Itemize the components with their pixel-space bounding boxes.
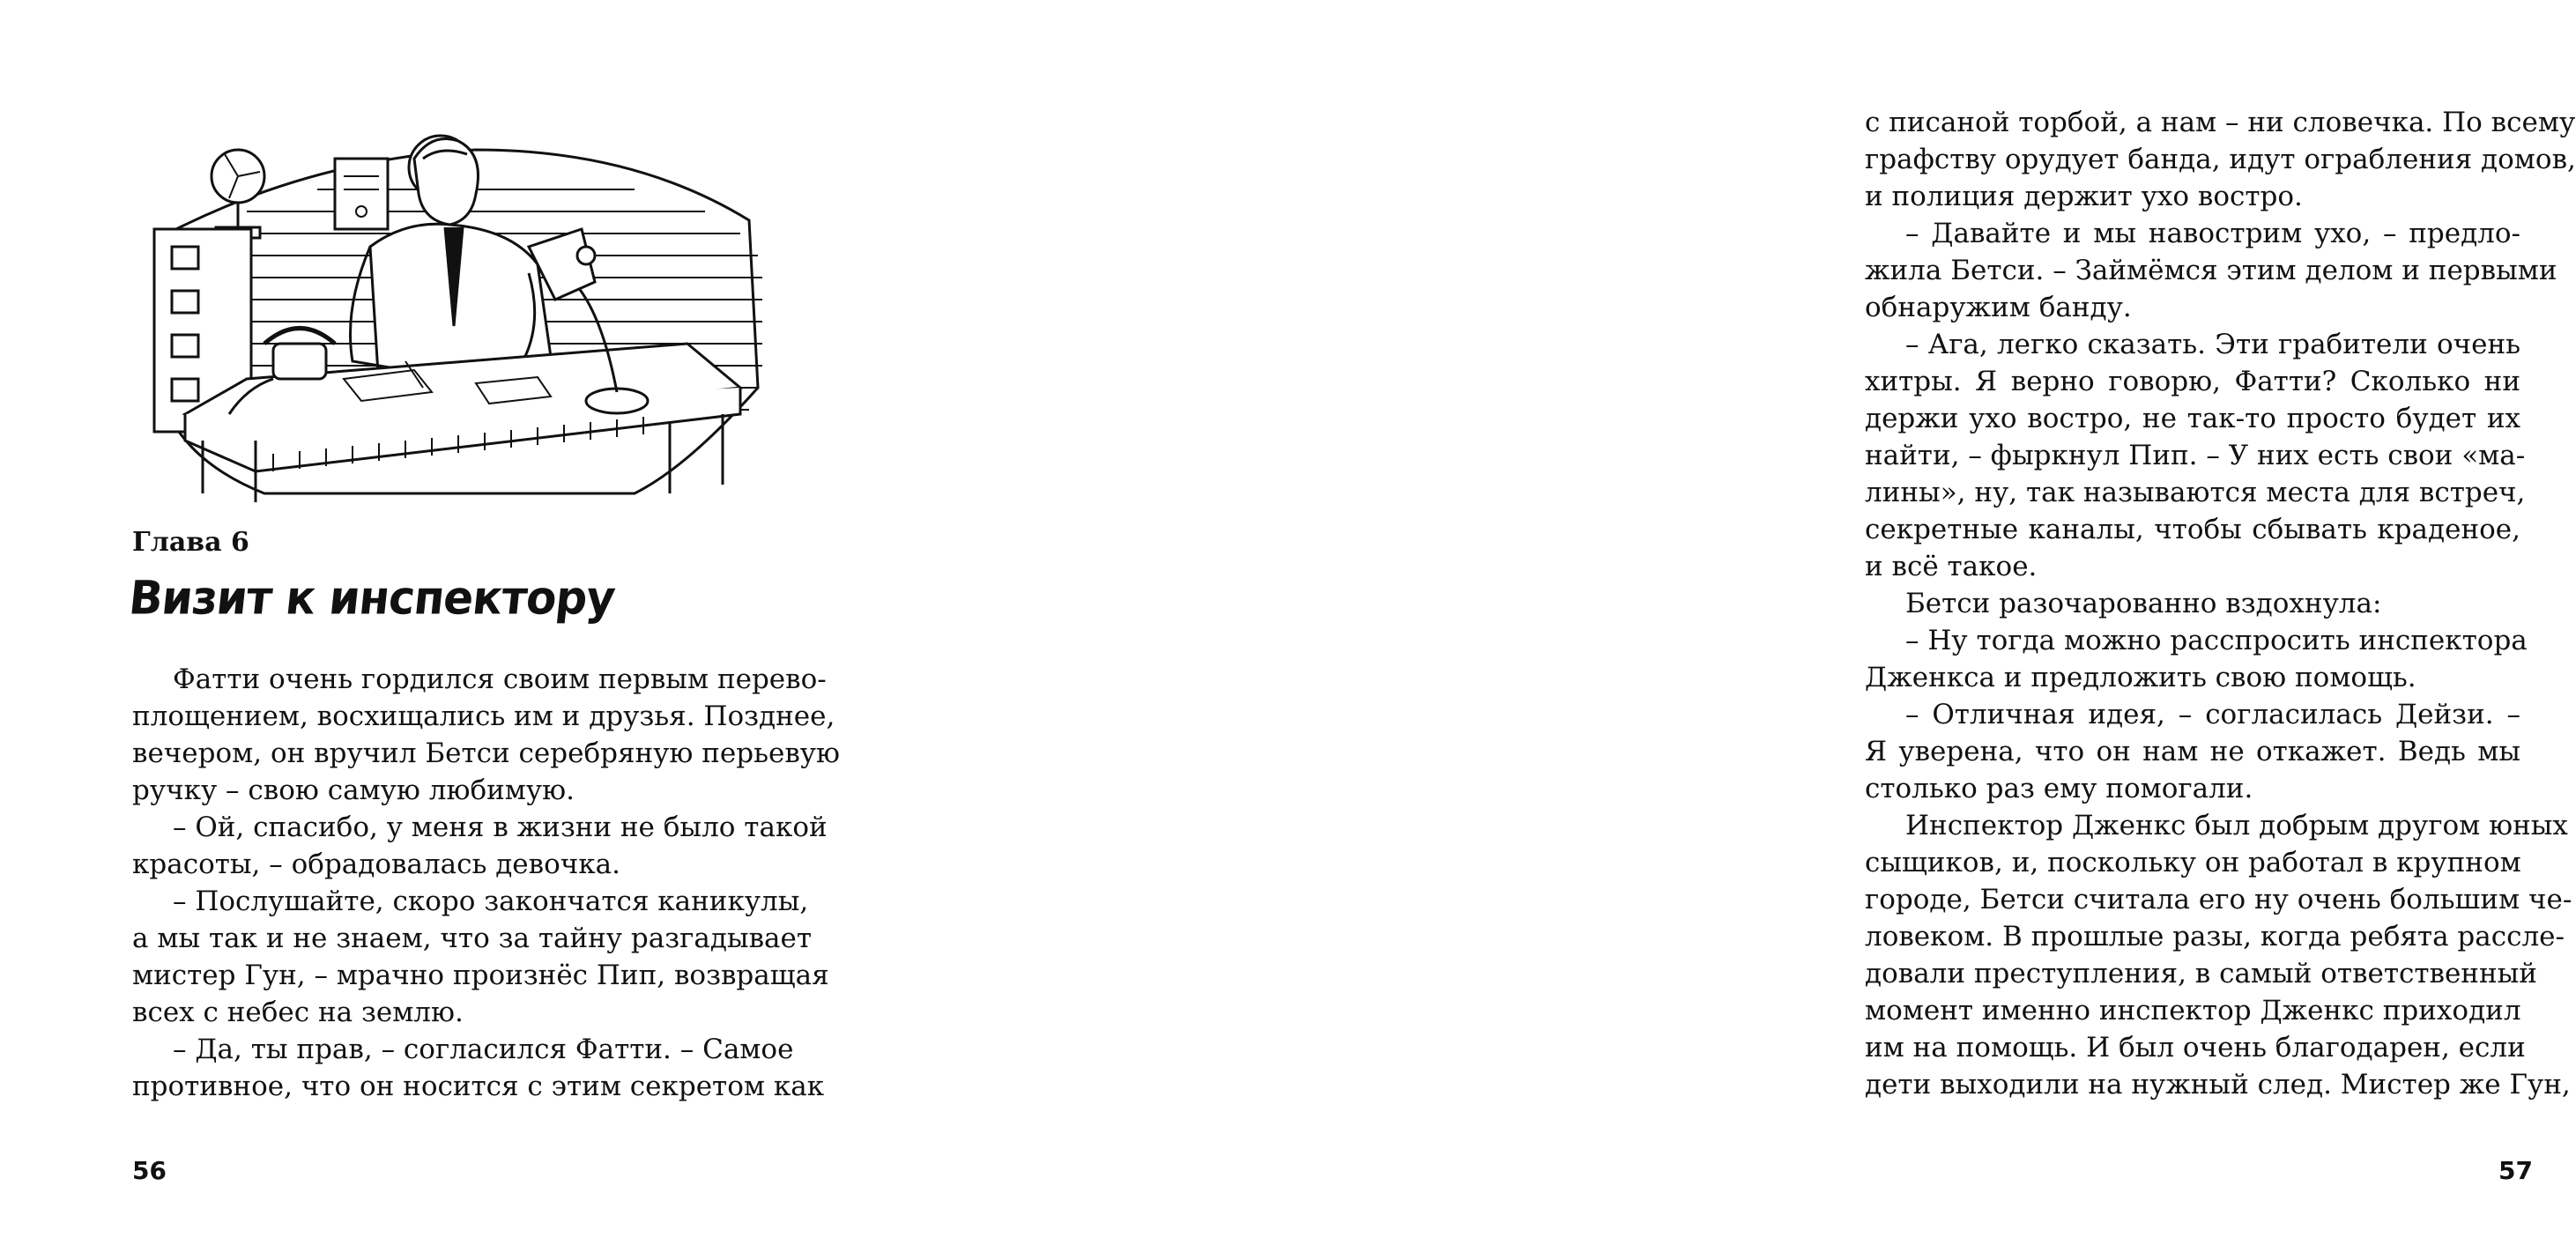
chapter-title: Визит к инспектору — [126, 571, 618, 625]
right-body-text — [1865, 104, 2576, 1103]
right-page — [881, 0, 2576, 1260]
desk-fan-icon — [212, 150, 264, 238]
text-line: – Ну тогда можно расспросить инспектора — [1905, 625, 2528, 656]
text-line: красоты, – обрадовалась девочка. — [132, 849, 620, 880]
text-line: держи ухо востро, не так-то просто будет их — [1865, 403, 2520, 434]
text-line: площением, восхищались им и друзья. Позднее, — [132, 700, 835, 732]
text-line: – Да, ты прав, – согласился Фатти. – Самое — [173, 1034, 794, 1065]
text-line: – Послушайте, скоро закончатся каникулы, — [173, 886, 809, 917]
text-line: Инспектор Дженкс был добрым другом юных — [1905, 810, 2568, 841]
page-number-left: 56 — [132, 1156, 167, 1185]
chapter-label: Глава 6 — [132, 527, 249, 558]
text-line: хитры. Я верно говорю, Фатти? Сколько ни — [1865, 366, 2520, 397]
text-line: – Ага, легко сказать. Эти грабители очень — [1905, 329, 2520, 360]
text-line: с писаной торбой, а нам – ни словечка. По всему — [1865, 107, 2576, 138]
text-line: всех с небес на землю. — [132, 997, 464, 1028]
text-line: – Отличная идея, – согласилась Дейзи. – — [1905, 699, 2520, 730]
text-line: Фатти очень гордился своим первым перево- — [173, 663, 827, 695]
text-line: найти, – фыркнул Пип. – У них есть свои «ма- — [1865, 440, 2526, 471]
text-line: ловеком. В прошлые разы, когда ребята рассле- — [1865, 921, 2565, 952]
text-line: а мы так и не знаем, что за тайну разгадывает — [132, 923, 813, 954]
text-line: – Давайте и мы навострим ухо, – предло- — [1905, 218, 2520, 249]
text-line: и полиция держит ухо востро. — [1865, 181, 2303, 212]
page-number-right: 57 — [2498, 1156, 2533, 1185]
text-line: Дженкса и предложить свою помощь. — [1865, 662, 2416, 693]
left-body-text — [132, 661, 841, 1105]
text-line: довали преступления, в самый ответственный — [1865, 958, 2537, 989]
text-line: мистер Гун, – мрачно произнёс Пип, возвращая — [132, 960, 829, 991]
text-line: им на помощь. И был очень благодарен, если — [1865, 1032, 2526, 1064]
text-line: секретные каналы, чтобы сбывать краденое, — [1865, 514, 2520, 545]
text-line: Я уверена, что он нам не откажет. Ведь мы — [1865, 736, 2520, 767]
inspector-office-illustration — [141, 123, 776, 511]
certificate-frame — [335, 159, 388, 229]
text-line: противное, что он носится с этим секретом как — [132, 1071, 825, 1102]
text-line: вечером, он вручил Бетси серебряную перьевую — [132, 737, 841, 769]
text-line: городе, Бетси считала его ну очень большим че- — [1865, 884, 2572, 915]
text-line: Бетси разочарованно вздохнула: — [1905, 588, 2382, 619]
text-line: лины», ну, так называются места для встреч, — [1865, 477, 2526, 508]
text-line: сыщиков, и, поскольку он работал в крупном — [1865, 847, 2521, 878]
text-line: жила Бетси. – Займёмся этим делом и первыми — [1865, 255, 2557, 286]
desk — [185, 344, 740, 502]
left-page — [0, 0, 881, 1260]
text-line: графству орудует банда, идут ограбления домов, — [1865, 144, 2576, 175]
text-line: ручку – свою самую любимую. — [132, 775, 575, 806]
text-line: столько раз ему помогали. — [1865, 773, 2253, 804]
text-line: дети выходили на нужный след. Мистер же Гун, — [1865, 1069, 2571, 1101]
text-line: и всё такое. — [1865, 551, 2038, 582]
text-line: обнаружим банду. — [1865, 292, 2132, 323]
text-line: момент именно инспектор Дженкс приходил — [1865, 995, 2521, 1027]
text-line: – Ой, спасибо, у меня в жизни не было такой — [173, 812, 828, 843]
